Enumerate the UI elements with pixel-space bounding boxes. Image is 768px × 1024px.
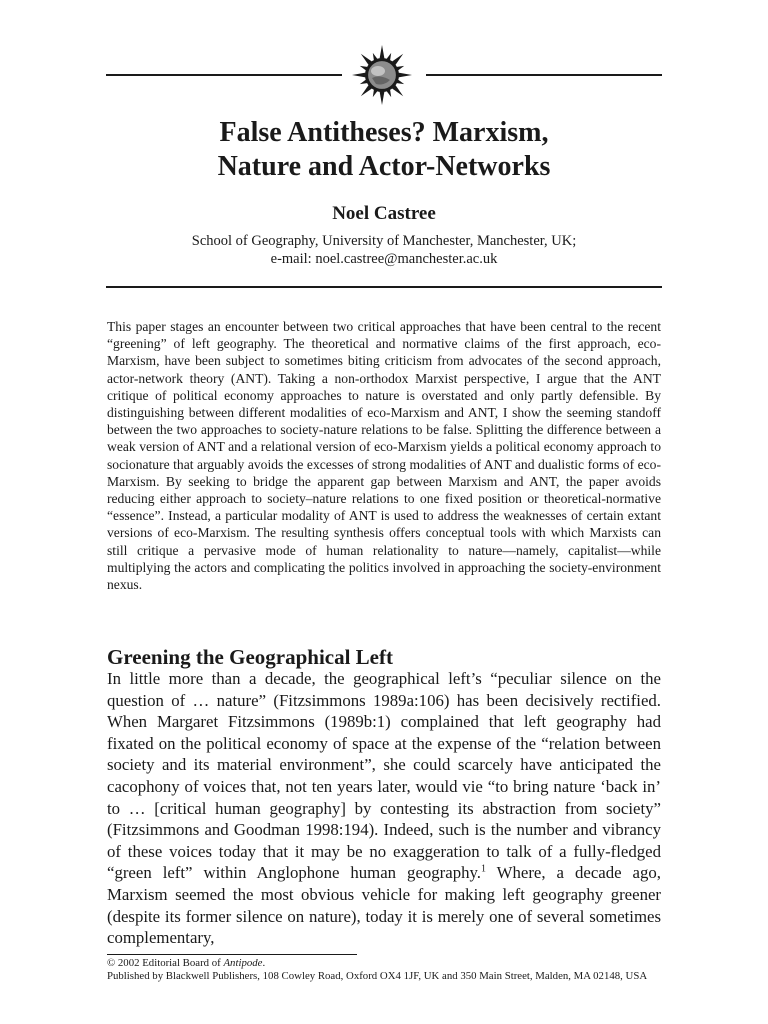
compass-ray — [398, 72, 412, 77]
body-paragraph — [107, 668, 661, 949]
section-heading: Greening the Geographical Left — [107, 645, 393, 669]
header-divider — [106, 286, 662, 288]
compass-ray — [352, 72, 366, 77]
body-text: In little more than a decade, the geographical left’s “peculiar silence on the question of … nature” (Fitzsimmons 1989a:106) has been decisively rectified. When Margaret Fitzsimmons (1989b:1) complained that left geography had fixated on the political economy of space at the expense of the “relation between society and its material environment”, she could scarcely have anticipated the cacophony of voices that, not ten years later, would vie “to bring nature ‘back in’ to … [critical human geography] by contesting its abstraction from society” (Fitzsimmons and Goodman 1998:194). Indeed, such is the number and vibrancy of these voices today that it may be no exaggeration to talk of a fully-fledged “green left” within Anglophone human geography. — [107, 669, 661, 883]
affiliation-email: e-mail: noel.castree@manchester.ac.uk — [270, 251, 498, 267]
body-text-continued: Where, a decade ago, Marxism seemed the most obvious vehicle for making left geography greener (despite its former silence on nature), today it is merely one of several sometimes complementary, — [107, 863, 661, 948]
paper-title — [0, 116, 768, 184]
footnote-marker[interactable]: 1 — [480, 863, 486, 875]
title-line: Nature and Actor-Networks — [217, 151, 551, 182]
copyright-line — [107, 957, 667, 970]
title-line: False Antitheses? Marxism, — [219, 117, 549, 148]
copyright-text: © 2002 Editorial Board of — [107, 957, 224, 969]
header-ornament-row — [106, 44, 662, 106]
compass-ray — [379, 45, 384, 59]
page-footer — [107, 957, 667, 983]
journal-name: Antipode — [223, 957, 263, 969]
author-name: Noel Castree — [332, 203, 436, 224]
compass-rose-icon — [350, 44, 414, 106]
footer-divider — [107, 954, 357, 955]
ornament-rule-left — [106, 74, 342, 76]
compass-ray — [379, 91, 384, 105]
copyright-suffix: . — [262, 957, 266, 969]
author-affiliation — [0, 232, 768, 268]
ornament-rule-right — [426, 74, 662, 76]
publisher-line: Published by Blackwell Publishers, 108 Cowley Road, Oxford OX4 1JF, UK and 350 Main Street, Malden, MA 02148, USA — [107, 970, 648, 982]
affiliation-line: School of Geography, University of Manchester, Manchester, UK; — [191, 233, 577, 249]
abstract: This paper stages an encounter between two critical approaches that have been central to the recent “greening” of left geography. The theoretical and normative claims of the first approach, eco-Marxism, have been subject to sometimes biting criticism from advocates of the second approach, actor-network theory (ANT). Taking a non-orthodox Marxist perspective, I argue that the ANT critique of political economy approaches to nature is overstated and only partly defensible. By distinguishing between different modalities of eco-Marxism and ANT, I show the seeming standoff between the two approaches to society-nature relations to be false. Splitting the difference between a weak version of ANT and a relational version of eco-Marxism yields a political economy approach to socionature that arguably avoids the excesses of strong modalities of ANT and dualistic forms of eco-Marxism. By seeking to bridge the apparent gap between Marxism and ANT, the paper avoids reducing either approach to society–nature relations to one fixed position or theoretical-normative “essence”. Instead, a particular modality of ANT is used to address the weaknesses of certain extant versions of eco-Marxism. The resulting synthesis offers conceptual tools with which Marxists can still critique a pervasive mode of human relationality to nature—namely, capitalist—while multiplying the actors and complicating the politics involved in approaching the society-environment nexus. — [107, 319, 661, 593]
